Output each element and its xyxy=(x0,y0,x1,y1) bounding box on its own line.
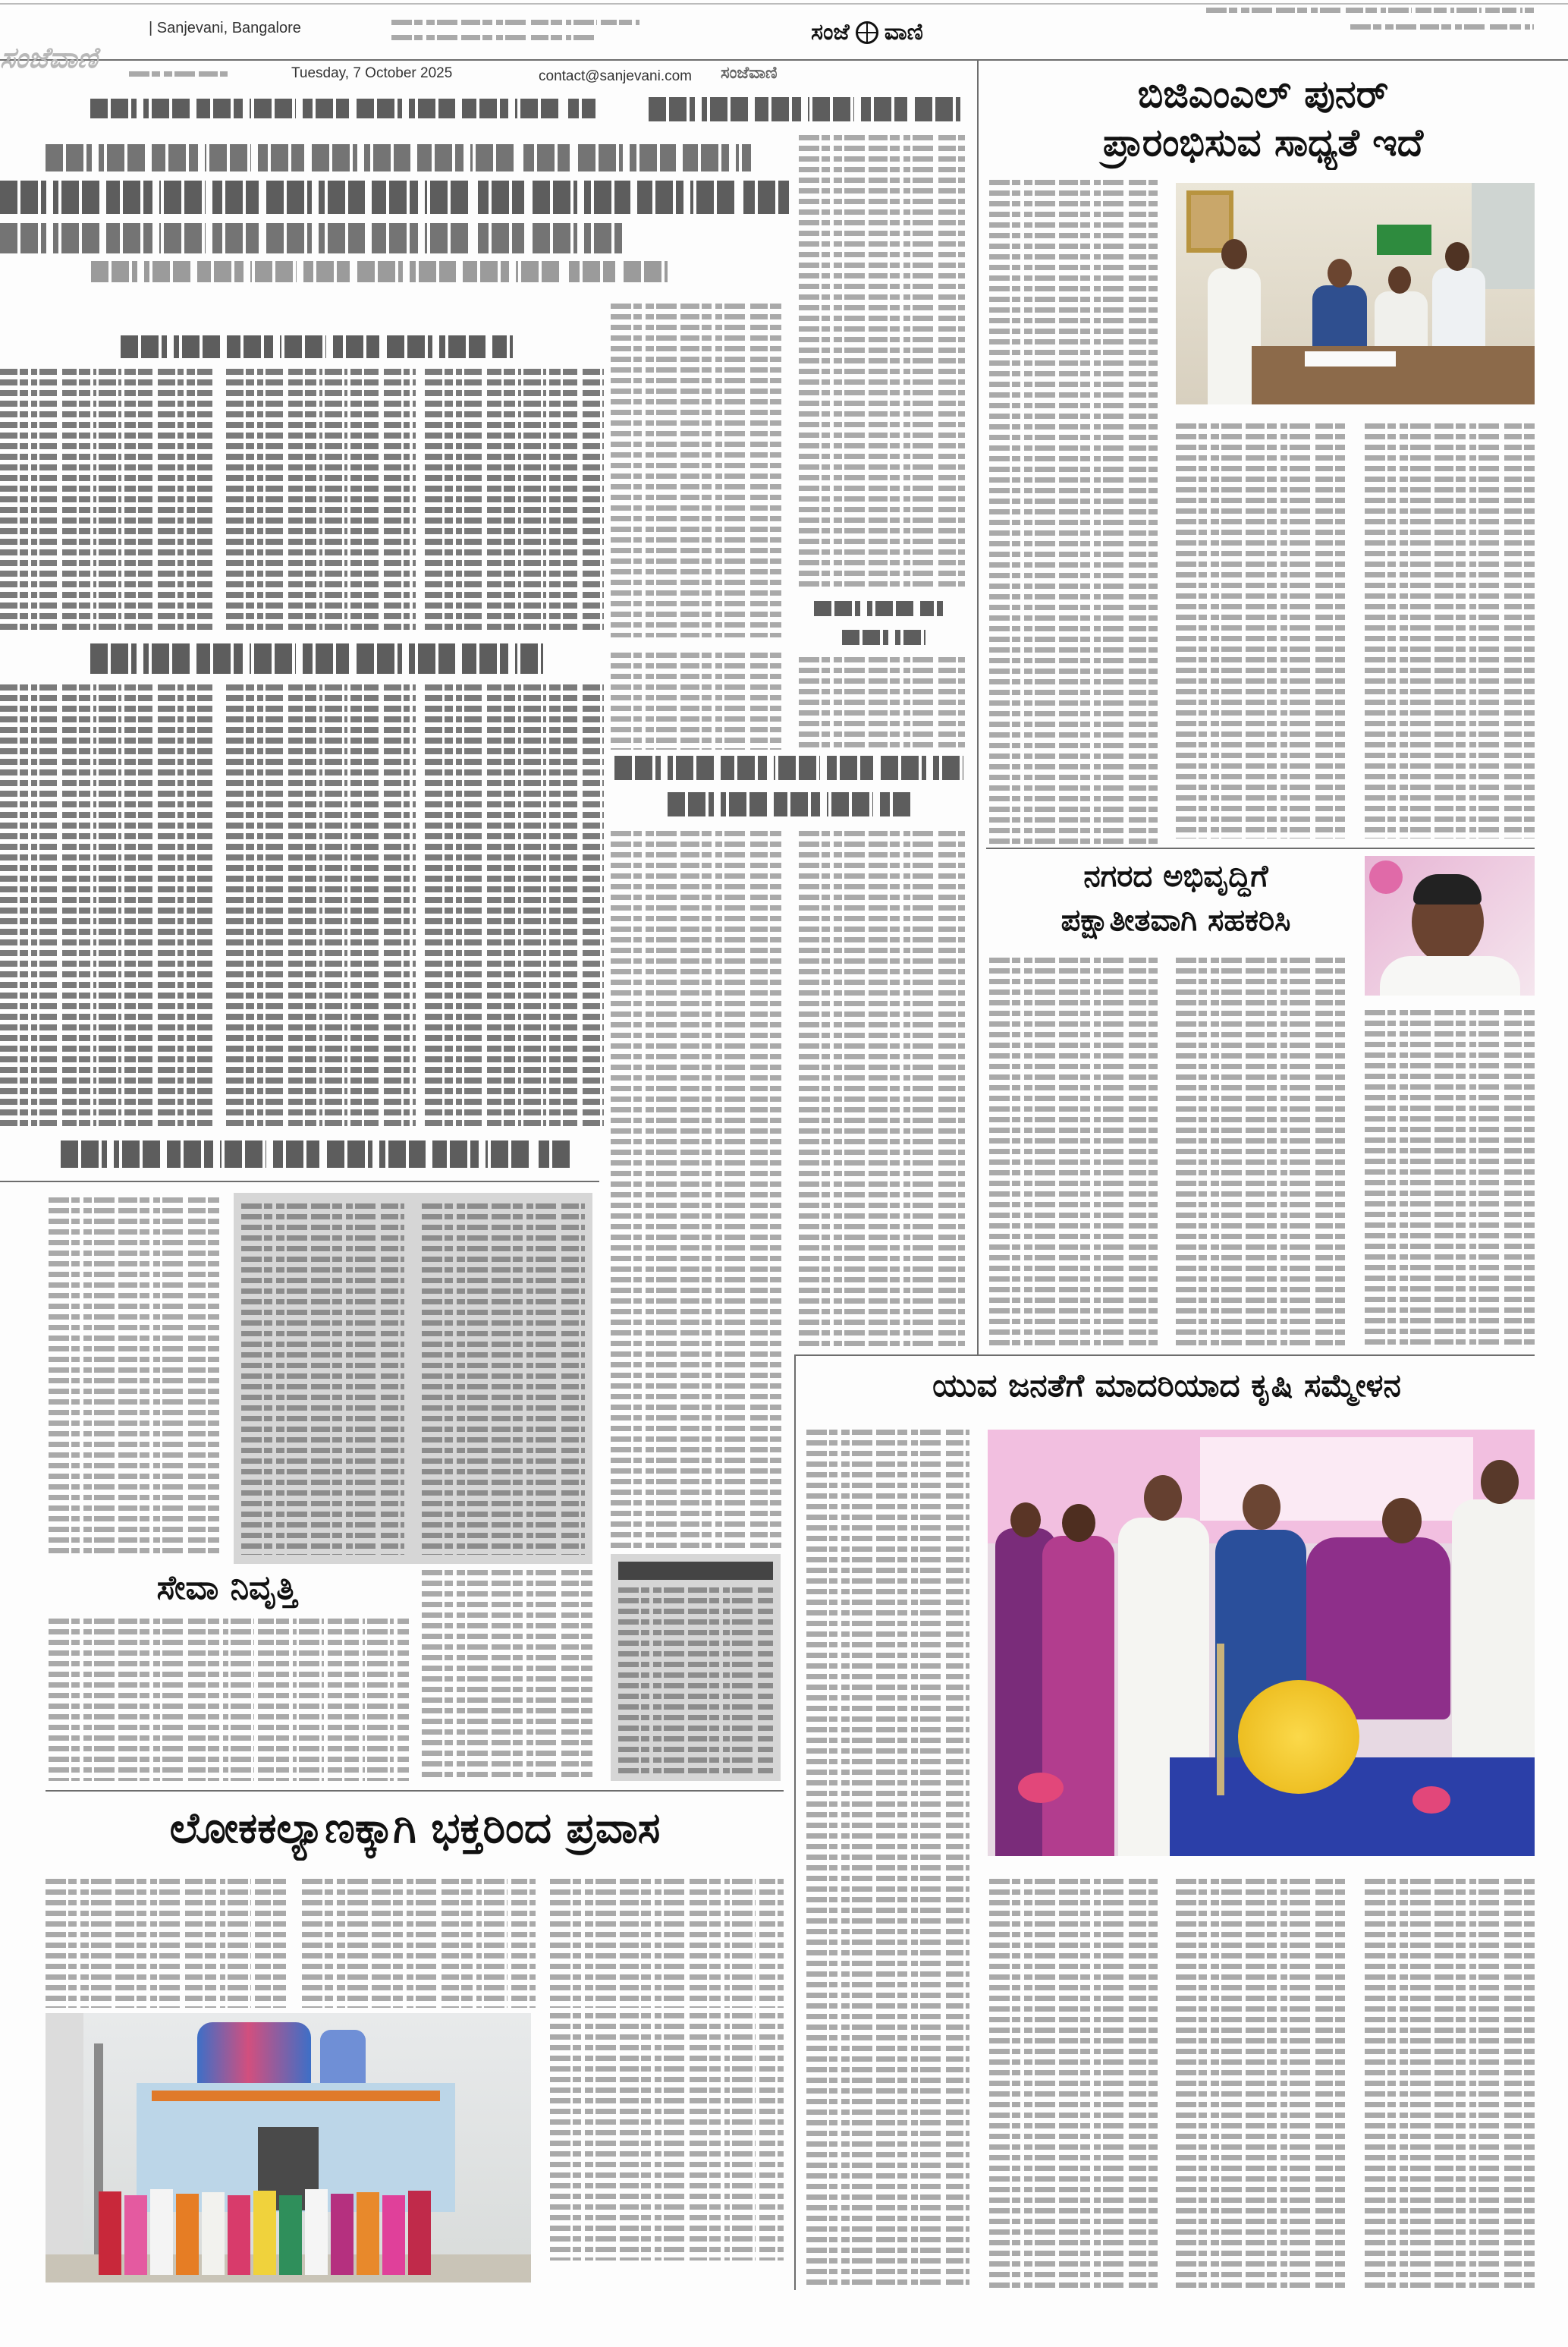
illegible-headline xyxy=(91,261,668,282)
article-body-text xyxy=(989,180,1158,846)
photo-person-head xyxy=(1382,1498,1422,1543)
globe-emblem-icon xyxy=(856,21,878,44)
office-photo xyxy=(1176,183,1535,404)
emblem-equator xyxy=(858,32,876,33)
masthead-small: ಸಂಜೆವಾಣಿ xyxy=(721,64,778,83)
article-body-text xyxy=(989,958,1158,1347)
article-body-text xyxy=(550,1879,784,2008)
photo-tower xyxy=(320,2030,366,2086)
photo-person xyxy=(1042,1536,1114,1856)
ghost-date-line xyxy=(129,71,228,82)
photo-flowers xyxy=(1238,1680,1359,1794)
column-rule xyxy=(977,61,979,1354)
photo-person xyxy=(357,2192,379,2275)
section-rule xyxy=(0,1181,599,1182)
section-rule xyxy=(794,1354,1535,1356)
photo-person-head xyxy=(1481,1460,1519,1504)
article-body-text xyxy=(799,831,965,1347)
illegible-headline xyxy=(614,756,963,780)
ceremony-photo xyxy=(988,1430,1535,1856)
illegible-subheadline xyxy=(121,335,513,358)
agriculture-headline: ಯುವ ಜನತೆಗೆ ಮಾದರಿಯಾದ ಕೃಷಿ ಸಮ್ಮೇಳನ xyxy=(932,1367,1401,1404)
article-body-text xyxy=(550,2013,784,2260)
photo-person xyxy=(331,2194,354,2275)
article-body-text xyxy=(0,369,212,633)
box-header-bar xyxy=(618,1562,773,1580)
top-rule xyxy=(0,3,1568,5)
illegible-subheadline xyxy=(814,601,943,616)
ghost-masthead: ಸಂಜೆವಾಣಿ xyxy=(0,41,98,74)
edition-label: | Sanjevani, Bangalore xyxy=(149,20,301,36)
photo-gopuram xyxy=(197,2022,311,2091)
bgml-headline-line1: ಬಿಜಿಎಂಎಲ್ ಪುನರ್ xyxy=(1137,73,1389,116)
article-body-text xyxy=(1365,423,1535,838)
article-body-text xyxy=(1176,958,1345,1347)
article-body-text xyxy=(422,1570,592,1781)
illegible-subheadline xyxy=(842,630,925,645)
article-body-text xyxy=(1176,423,1345,838)
article-body-text xyxy=(1365,1010,1535,1347)
article-body-text xyxy=(226,684,416,1131)
portrait-photo xyxy=(1365,856,1535,996)
article-body-text xyxy=(425,369,604,633)
city-development-headline-line2: ಪಕ್ಷಾತೀತವಾಗಿ ಸಹಕರಿಸಿ xyxy=(1061,903,1291,938)
contact-email: contact@sanjevani.com xyxy=(539,68,692,84)
article-body-text xyxy=(989,1879,1158,2290)
temple-photo xyxy=(46,2013,531,2283)
illegible-headline xyxy=(90,99,595,118)
section-rule xyxy=(986,848,1535,849)
photo-sign-board xyxy=(1377,225,1431,255)
article-body-text xyxy=(422,1203,585,1555)
article-body-text xyxy=(611,304,784,637)
illegible-headline xyxy=(61,1140,573,1168)
photo-garland xyxy=(152,2091,440,2101)
article-body-text xyxy=(302,1879,536,2008)
photo-person-head xyxy=(1144,1475,1182,1521)
photo-papers xyxy=(1305,351,1396,367)
photo-person xyxy=(382,2195,405,2275)
bgml-headline-line2: ಪ್ರಾರಂಭಿಸುವ ಸಾಧ್ಯತೆ ಇದೆ xyxy=(1102,121,1424,165)
photo-flowers xyxy=(1018,1773,1064,1803)
article-body-text xyxy=(611,653,784,750)
illegible-headline xyxy=(46,144,751,171)
header-info-line xyxy=(1206,8,1534,18)
article-body-text xyxy=(799,135,965,590)
article-body-text xyxy=(618,1587,773,1773)
photo-person xyxy=(176,2194,199,2275)
photo-person xyxy=(202,2192,225,2275)
article-body-text xyxy=(799,657,965,748)
article-body-text xyxy=(46,1879,287,2008)
photo-person-head xyxy=(1388,266,1411,294)
article-body-text xyxy=(241,1203,404,1555)
article-body-text xyxy=(1365,1879,1535,2290)
photo-person-head xyxy=(1243,1484,1280,1530)
header-rule xyxy=(0,59,1568,61)
photo-person-head xyxy=(1010,1502,1041,1537)
photo-lamp xyxy=(1217,1644,1224,1795)
illegible-headline xyxy=(649,97,965,121)
masthead-left-text: ಸಂಜೆ xyxy=(811,19,850,46)
photo-person xyxy=(305,2189,328,2275)
photo-flowers xyxy=(1412,1786,1450,1814)
retirement-headline: ಸೇವಾ ನಿವೃತ್ತಿ xyxy=(156,1569,297,1607)
article-body-text xyxy=(226,369,416,633)
column-rule xyxy=(794,1354,796,2290)
photo-person xyxy=(124,2195,147,2275)
masthead-logo xyxy=(781,14,953,52)
photo-person xyxy=(253,2191,276,2275)
photo-person-head xyxy=(1062,1504,1095,1542)
pilgrimage-headline: ಲೋಕಕಲ್ಯಾಣಕ್ಕಾಗಿ ಭಕ್ತರಿಂದ ಪ್ರವಾಸ xyxy=(169,1804,661,1853)
article-body-text xyxy=(1176,1879,1345,2290)
article-body-text xyxy=(49,1619,409,1781)
address-line xyxy=(391,20,642,30)
photo-person-head xyxy=(1445,242,1469,271)
illegible-headline xyxy=(0,223,622,253)
city-development-headline-line1: ನಗರದ ಅಭಿವೃದ್ಧಿಗೆ xyxy=(1083,859,1268,894)
section-rule xyxy=(46,1790,784,1792)
photo-person-hair xyxy=(1413,874,1482,905)
masthead-right-text: ವಾಣಿ xyxy=(884,19,923,46)
article-body-text xyxy=(425,684,604,1131)
photo-person xyxy=(150,2189,173,2275)
photo-person xyxy=(279,2195,302,2275)
photo-flower xyxy=(1369,860,1403,894)
article-body-text xyxy=(611,831,784,1549)
photo-person-head xyxy=(1328,259,1352,288)
photo-person-head xyxy=(1221,239,1247,269)
article-body-text xyxy=(806,1430,969,2290)
article-body-text xyxy=(0,684,212,1131)
header-info-line xyxy=(1350,24,1534,33)
photo-wall xyxy=(46,2013,83,2283)
address-line xyxy=(391,35,596,44)
photo-banner-panel xyxy=(1200,1437,1473,1521)
photo-person xyxy=(408,2191,431,2275)
photo-person-shirt xyxy=(1380,956,1520,996)
photo-person xyxy=(228,2195,250,2275)
article-body-text xyxy=(49,1197,223,1556)
illegible-headline xyxy=(0,181,789,214)
illegible-headline xyxy=(90,643,543,674)
issue-date: Tuesday, 7 October 2025 xyxy=(291,65,453,81)
photo-tablecloth xyxy=(1170,1757,1535,1856)
photo-person xyxy=(99,2191,121,2275)
illegible-headline xyxy=(668,792,910,816)
